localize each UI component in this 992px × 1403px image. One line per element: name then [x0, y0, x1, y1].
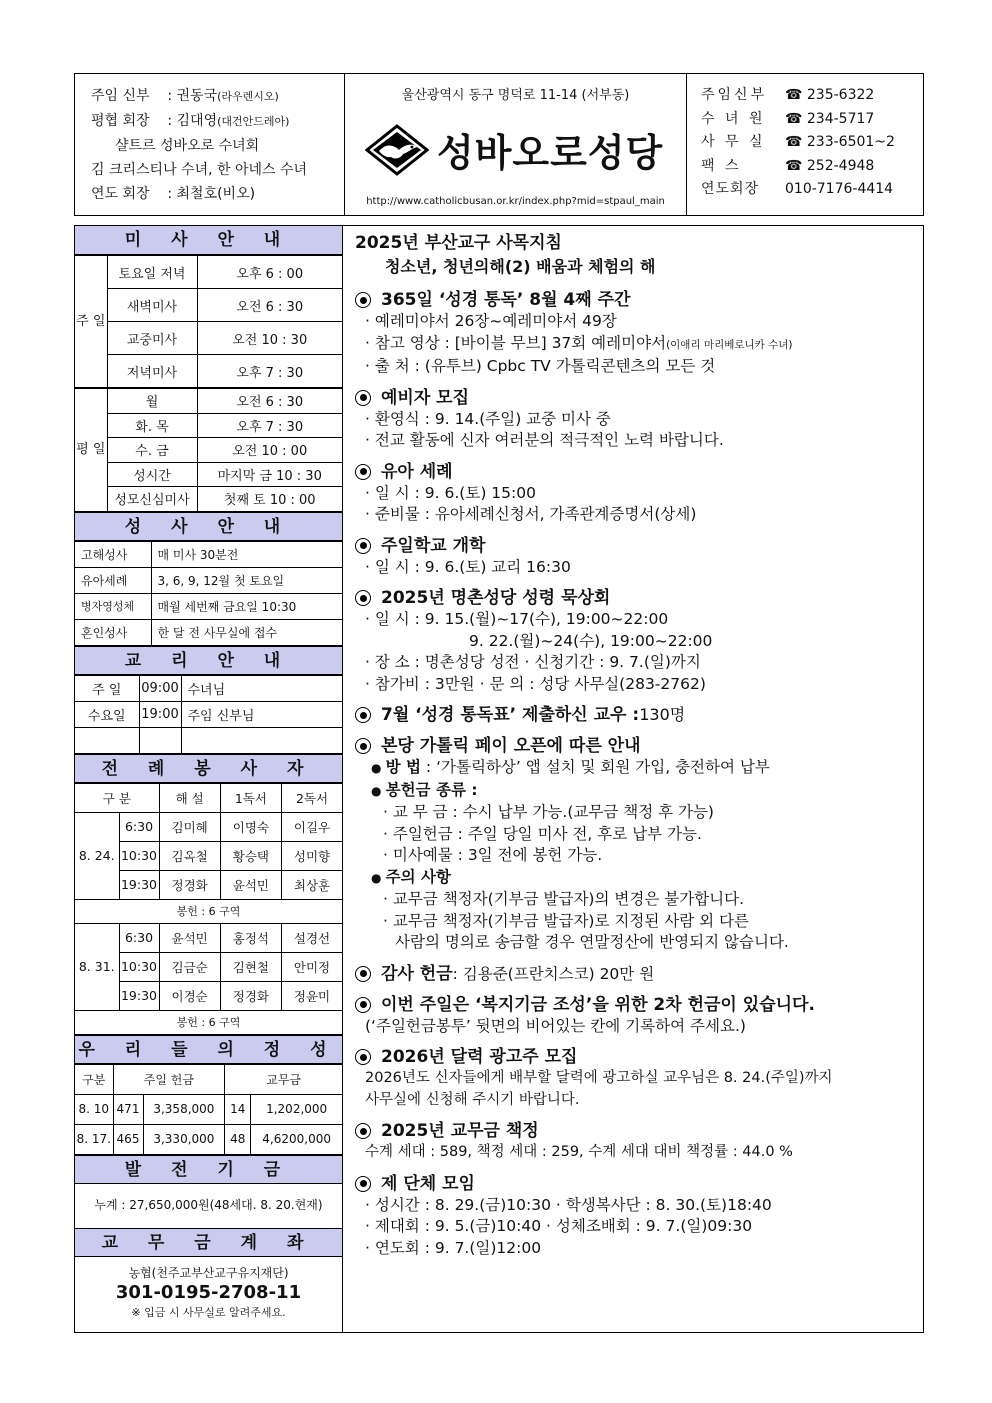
pastoral-guideline-subtitle: 청소년, 청년의해(2) 배움과 체험의 해: [385, 257, 656, 276]
announcement-catholic-pay: [355, 735, 923, 954]
announcement-line: 사람의 명의로 송금할 경우 연말정산에 반영되지 않습니다.: [395, 933, 789, 951]
announcement-title: 이번 주일은 ‘복지기금 조성’을 위한 2차 헌금이 있습니다.: [381, 994, 815, 1015]
pay-caution-label: ● 주의 사항: [355, 867, 923, 890]
mass-time: 오전 6 : 30: [197, 389, 342, 414]
announcement-title: 제 단체 모임: [381, 1173, 475, 1194]
off-date: 8. 10: [75, 1094, 113, 1124]
lit-reader1: 이명숙: [220, 812, 281, 841]
off-count: 465: [113, 1124, 143, 1154]
lit-offering-note: 봉헌 : 6 구역: [75, 899, 342, 923]
video-ref: · 참고 영상 : [바이블 무브] 37회 예레미야서: [365, 333, 667, 352]
offering-table: [75, 1064, 342, 1155]
announcement-title: 2026년 달력 광고주 모집: [381, 1047, 578, 1067]
announcement-line: [355, 333, 923, 357]
catechism-day: [75, 727, 139, 753]
pay-types-label: ● 봉헌금 종류 :: [355, 780, 923, 803]
contact-value: ☎ 252-4948: [785, 157, 875, 174]
off-amount: 1,202,000: [251, 1094, 342, 1124]
bullet-icon: [355, 966, 371, 982]
off-amount: 3,330,000: [143, 1124, 225, 1154]
sacrament-info: 한 달 전 사무실에 접수: [151, 619, 342, 645]
mass-time: 오후 7 : 30: [197, 355, 342, 388]
announcement-title: 본당 가톨릭 페이 오픈에 따른 안내: [381, 736, 641, 756]
announcement-bible-reading: [355, 289, 923, 378]
announcement-title: 2025년 명촌성당 성령 묵상회: [381, 588, 611, 608]
video-note: (이애리 마리베로니카 수녀): [666, 338, 793, 351]
lit-header: 2독서: [282, 783, 342, 812]
lit-commentator: 정경화: [159, 870, 220, 899]
lit-time: 10:30: [119, 841, 159, 870]
lit-time: 6:30: [119, 812, 159, 841]
bullet-icon: [355, 590, 371, 606]
church-url[interactable]: http://www.catholicbusan.or.kr/index.php?mid=stpaul_main: [366, 196, 665, 207]
sunday-label: 주 일: [75, 256, 107, 388]
bullet-icon: [355, 292, 371, 308]
announcement-line: (‘주일헌금봉투’ 뒷면의 비어있는 칸에 기록하여 주세요.): [365, 1016, 746, 1035]
off-header: 주일 헌금: [113, 1064, 225, 1094]
announcement-retreat: [355, 587, 923, 695]
mass-name: 화. 목: [107, 413, 197, 438]
bullet-icon: [355, 464, 371, 480]
announcement-line: · 환영식 : 9. 14.(주일) 교중 미사 중: [365, 409, 611, 428]
yeondo-label: 연도 회장: [91, 186, 150, 202]
announcement-line: · 교 무 금 : 수시 납부 가능.(교무금 책정 후 가능): [383, 803, 714, 821]
council-president-row: 평협 회장 : 김대영(대건안드레아): [91, 113, 290, 129]
lit-reader2: 최상훈: [282, 870, 342, 899]
bullet-icon: [355, 997, 371, 1013]
pastor-name: 권동국: [176, 88, 218, 104]
account-title: 교 무 금 계 좌: [75, 1228, 342, 1257]
lit-header: 1독서: [220, 783, 281, 812]
mass-name: 새벽미사: [107, 289, 197, 322]
bullet-icon: [355, 538, 371, 554]
mass-name: 월: [107, 389, 197, 414]
announcement-dues-assessment: [355, 1120, 923, 1164]
lit-reader1: 정경화: [220, 981, 281, 1010]
account-bank: 농협(천주교부산교구유지재단): [128, 1265, 289, 1280]
announcement-line: · 주일헌금 : 주일 당일 미사 전, 후로 납부 가능.: [383, 824, 702, 843]
announcement-line: 9. 22.(월)~24(수), 19:00~22:00: [469, 631, 713, 650]
pastoral-guideline-title: 2025년 부산교구 사목지침: [355, 233, 562, 253]
lit-time: 19:30: [119, 981, 159, 1010]
development-fund-title: 발 전 기 금: [75, 1155, 342, 1184]
announcement-sunday-school: [355, 535, 923, 579]
mass-time: 오전 10 : 00: [197, 438, 342, 463]
contact-label: 사 무 실: [701, 134, 766, 150]
pay-method-label: 방 법: [385, 758, 421, 776]
catechism-teacher: 주임 신부님: [181, 701, 342, 727]
off-count: 471: [113, 1094, 143, 1124]
catechism-table: [75, 675, 342, 754]
announcement-thanks-offering: [355, 963, 923, 985]
contact-value: ☎ 233-6501~2: [785, 134, 895, 150]
sacrament-title: 성 사 안 내: [75, 512, 342, 541]
announcement-line: · 연도회 : 9. 7.(일)12:00: [365, 1238, 542, 1257]
announcement-catechumen: [355, 387, 923, 452]
mass-name: 성시간: [107, 462, 197, 487]
bullet-icon: [355, 390, 371, 406]
catechism-teacher: [181, 727, 342, 753]
announcement-line: · 일 시 : 9. 15.(월)~17(수), 19:00~22:00: [365, 610, 669, 628]
announcement-title: 365일 ‘성경 통독’ 8월 4째 주간: [381, 290, 631, 310]
sacrament-name: 유아세례: [75, 567, 151, 593]
contact-row: [701, 178, 923, 202]
announcement-second-collection: [355, 994, 923, 1038]
council-name: 김대영: [176, 113, 218, 129]
lit-reader2: 설경선: [282, 923, 342, 952]
account-note: ※ 입금 시 사무실로 알려주세요.: [131, 1305, 286, 1319]
lit-reader1: 윤석민: [220, 870, 281, 899]
liturgy-title: 전 례 봉 사 자: [75, 754, 342, 783]
development-fund-total: 누계 : 27,650,000원(48세대. 8. 20.현재): [94, 1197, 323, 1212]
off-date: 8. 17.: [75, 1124, 113, 1154]
off-amount: 3,358,000: [143, 1094, 225, 1124]
lit-reader1: 홍정석: [220, 923, 281, 952]
announcement-value: : 김용준(프란치스코) 20만 원: [452, 964, 655, 983]
sisters-names: 김 크리스티나 수녀, 한 아네스 수녀: [91, 162, 308, 178]
announcement-title: 주일학교 개학: [381, 535, 486, 556]
pastor-label: 주임 신부: [91, 88, 150, 104]
lit-time: 10:30: [119, 952, 159, 981]
mass-name: 교중미사: [107, 322, 197, 355]
announcement-line: · 예레미야서 26장~예레미야서 49장: [365, 312, 617, 330]
catechism-title: 교 리 안 내: [75, 646, 342, 675]
announcement-title: 예비자 모집: [381, 387, 470, 408]
lit-commentator: 김미혜: [159, 812, 220, 841]
weekday-label: 평 일: [75, 389, 107, 512]
lit-reader1: 황승택: [220, 841, 281, 870]
mass-name: 성모신심미사: [107, 487, 197, 512]
lit-offering-note: 봉헌 : 6 구역: [75, 1010, 342, 1034]
clergy-info: [75, 74, 345, 215]
announcement-title: 7월 ‘성경 통독표’ 제출하신 교우 :: [381, 705, 640, 725]
lit-reader2: 안미정: [282, 952, 342, 981]
council-note: (대건안드레아): [217, 115, 290, 128]
lit-date: 8. 31.: [75, 923, 119, 1010]
contact-list: [687, 74, 923, 215]
contact-row: [701, 84, 923, 108]
contact-row: [701, 131, 923, 155]
announcement-title: 2025년 교무금 책정: [381, 1121, 539, 1141]
catechism-time: [139, 727, 181, 753]
sisters-order: 샬트르 성바오로 수녀회: [115, 138, 260, 154]
mass-name: 저녁미사: [107, 355, 197, 388]
contact-value: ☎ 234-5717: [785, 110, 875, 127]
mass-time: 오전 6 : 30: [197, 289, 342, 322]
church-name: 성바오로성당: [437, 131, 664, 175]
announcement-line: 2026년도 신자들에게 배부할 달력에 광고하실 교우님은 8. 24.(주일)까지: [365, 1070, 833, 1086]
lit-header: 구 분: [75, 783, 159, 812]
off-count: 14: [225, 1094, 251, 1124]
announcement-value: 130명: [639, 705, 686, 724]
contact-label: 연도회장: [701, 181, 760, 197]
yeondo-president-row: 연도 회장 : 최철호(비오): [91, 186, 256, 202]
sacrament-name: 고해성사: [75, 541, 151, 567]
pay-method-text: : ‘가톨릭하상’ 앱 설치 및 회원 가입, 충전하여 납부: [421, 758, 770, 776]
sacrament-info: 매 미사 30분전: [151, 541, 342, 567]
contact-label: 수 녀 원: [701, 110, 766, 127]
lit-reader2: 성미향: [282, 841, 342, 870]
announcement-line: · 참가비 : 3만원 · 문 의 : 성당 사무실(283-2762): [365, 674, 706, 693]
bullet-icon: [355, 1123, 371, 1139]
sidebar: [74, 225, 343, 1333]
lit-date: 8. 24.: [75, 812, 119, 899]
announcement-line: · 미사예물 : 3일 전에 봉헌 가능.: [383, 846, 603, 864]
mass-name: 수. 금: [107, 438, 197, 463]
announcement-line: · 성시간 : 8. 29.(금)10:30 · 학생복사단 : 8. 30.(토)18:40: [365, 1195, 772, 1214]
catechism-teacher: 수녀님: [181, 675, 342, 701]
mass-weekday-table: [75, 388, 342, 512]
announcement-line: · 전교 활동에 신자 여러분의 적극적인 노력 바랍니다.: [365, 431, 724, 449]
sacrament-name: 병자영성체: [75, 593, 151, 619]
announcement-line: 수계 세대 : 589, 책정 세대 : 259, 수계 세대 대비 책정률 : 44.0 %: [365, 1144, 793, 1160]
yeondo-name: 최철호(비오): [176, 186, 256, 202]
announcement-line: · 제대회 : 9. 5.(금)10:40 · 성체조배회 : 9. 7.(일)09:30: [365, 1217, 753, 1235]
sacrament-info: 3, 6, 9, 12월 첫 토요일: [151, 567, 342, 593]
announcement-line: 사무실에 신청해 주시기 바랍니다.: [365, 1091, 580, 1108]
church-logo: [365, 122, 663, 177]
announcement-line: · 일 시 : 9. 6.(토) 교리 16:30: [365, 557, 571, 576]
announcement-calendar-ads: [355, 1046, 923, 1111]
liturgy-table: [75, 783, 342, 1035]
off-header: 교무금: [225, 1064, 342, 1094]
catechism-day: 수요일: [75, 701, 139, 727]
bullet-icon: [355, 738, 371, 754]
announcement-infant-baptism: [355, 461, 923, 526]
lit-commentator: 김금순: [159, 952, 220, 981]
announcement-group-meetings: [355, 1173, 923, 1260]
lit-commentator: 이경순: [159, 981, 220, 1010]
lit-time: 6:30: [119, 923, 159, 952]
announcement-line: · 장 소 : 명촌성당 성전 · 신청기간 : 9. 7.(일)까지: [365, 653, 701, 671]
account-number: 301-0195-2708-11: [115, 1281, 302, 1303]
bulletin-header: [74, 73, 924, 216]
contact-value: 010-7176-4414: [785, 181, 894, 197]
lit-commentator: 윤석민: [159, 923, 220, 952]
church-address: 울산광역시 동구 명덕로 11-14 (서부동): [401, 88, 630, 103]
announcement-title: 유아 세례: [381, 461, 453, 482]
announcements: [343, 225, 924, 1333]
catechism-time: 19:00: [139, 701, 181, 727]
lit-reader2: 이길우: [282, 812, 342, 841]
bullet-icon: [355, 1049, 371, 1065]
pay-method: [355, 757, 923, 780]
sacrament-name: 혼인성사: [75, 619, 151, 645]
announcement-line: · 교무금 책정자(기부금 발급자)의 변경은 불가합니다.: [383, 890, 745, 908]
mass-time: 오후 7 : 30: [197, 413, 342, 438]
contact-row: [701, 155, 923, 179]
sacrament-table: [75, 541, 342, 646]
announcement-line: · 교무금 책정자(기부금 발급자)로 지정된 사람 외 다른: [383, 911, 749, 930]
catechism-time: 09:00: [139, 675, 181, 701]
bullet-icon: [355, 1176, 371, 1192]
contact-row: [701, 108, 923, 132]
church-brand: [345, 74, 687, 215]
contact-label: 주임신부: [701, 87, 768, 103]
contact-label: 팩 스: [701, 157, 742, 174]
off-count: 48: [225, 1124, 251, 1154]
catechism-day: 주 일: [75, 675, 139, 701]
offering-title: 우 리 들 의 정 성: [75, 1035, 342, 1064]
pastor-note: (라우렌시오): [217, 90, 279, 103]
mass-name: 토요일 저녁: [107, 256, 197, 289]
council-label: 평협 회장: [91, 113, 150, 129]
account-info: [75, 1257, 342, 1323]
sacrament-info: 매월 세번째 금요일 10:30: [151, 593, 342, 619]
off-header: 구분: [75, 1064, 113, 1094]
bullet-icon: [355, 707, 371, 723]
dove-emblem-icon: [365, 124, 429, 176]
contact-value: ☎ 235-6322: [785, 87, 875, 103]
announcement-line: · 출 처 : (유투브) Cpbc TV 가톨릭콘텐츠의 모든 것: [365, 357, 716, 375]
mass-sunday-table: [75, 255, 342, 388]
off-amount: 4,6200,000: [251, 1124, 342, 1154]
announcement-reading-chart: [355, 704, 923, 726]
lit-commentator: 김옥철: [159, 841, 220, 870]
announcement-line: · 일 시 : 9. 6.(토) 15:00: [365, 483, 536, 502]
mass-time: 첫째 토 10 : 00: [197, 487, 342, 512]
mass-time: 마지막 금 10 : 30: [197, 462, 342, 487]
announcement-title: 감사 헌금: [381, 963, 453, 984]
mass-time: 오전 10 : 30: [197, 322, 342, 355]
pastor-row: 주임 신부 : 권동국(라우렌시오): [91, 88, 279, 104]
announcement-line: · 준비물 : 유아세례신청서, 가족관계증명서(상세): [365, 505, 697, 523]
lit-reader2: 정윤미: [282, 981, 342, 1010]
mass-time: 오후 6 : 00: [197, 256, 342, 289]
lit-time: 19:30: [119, 870, 159, 899]
lit-reader1: 김현철: [220, 952, 281, 981]
mass-title: 미 사 안 내: [75, 226, 342, 255]
lit-header: 해 설: [159, 783, 220, 812]
